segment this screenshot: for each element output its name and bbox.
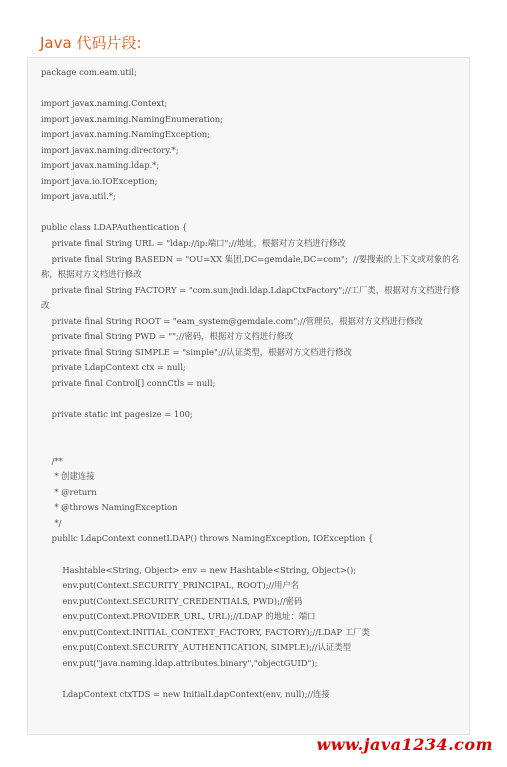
code-line: env.put(Context.SECURITY_CREDENTIALS, PWD);//密码 bbox=[41, 595, 303, 606]
code-line bbox=[41, 423, 461, 439]
code-line bbox=[41, 81, 461, 97]
code-line: env.put(Context.PROVIDER_URL, URL);//LDAP 的地址：端口 bbox=[41, 611, 316, 622]
code-line: private static int pagesize = 100; bbox=[41, 409, 193, 420]
code-line: env.put("java.naming.ldap.attributes.binary","objectGUID"); bbox=[41, 657, 318, 668]
code-line: private final String PWD = "";//密码，根据对方文档进行修改 bbox=[41, 331, 294, 342]
code-line: */ bbox=[41, 517, 62, 528]
code-listing bbox=[41, 65, 461, 702]
code-line: public class LDAPAuthentication { bbox=[41, 222, 188, 233]
code-line bbox=[41, 671, 461, 687]
code-line: import javax.naming.ldap.*; bbox=[41, 160, 160, 171]
code-line: private final String BASEDN = "OU=XX 集团,DC=gemdale,DC=com"; //要搜索的上下文或对象的名称，根据对方文档进行修改 bbox=[41, 253, 460, 280]
code-line: * @throws NamingException bbox=[41, 502, 178, 513]
code-line: private final Control[] connCtls = null; bbox=[41, 377, 216, 388]
code-line: private final String ROOT = "eam_system@gemdale.com";//管理员，根据对方文档进行修改 bbox=[41, 315, 423, 326]
section-heading: Java 代码片段: bbox=[40, 34, 142, 52]
code-line: LdapContext ctxTDS = new InitialLdapContext(env, null);//连接 bbox=[41, 688, 330, 699]
code-line: private final String URL = "ldap://ip:端口";//地址，根据对方文档进行修改 bbox=[41, 238, 346, 249]
code-line: import javax.naming.directory.*; bbox=[41, 144, 179, 155]
code-line: env.put(Context.SECURITY_AUTHENTICATION, SIMPLE);//认证类型 bbox=[41, 642, 351, 653]
code-line: import java.io.IOException; bbox=[41, 175, 158, 186]
code-line: import javax.naming.NamingEnumeration; bbox=[41, 113, 223, 124]
code-line bbox=[41, 547, 461, 563]
code-line: * 创建连接 bbox=[41, 471, 95, 482]
code-line: /** bbox=[41, 455, 63, 466]
code-line bbox=[41, 205, 461, 221]
code-line: public LdapContext connetLDAP() throws NamingException, IOException { bbox=[41, 533, 374, 544]
code-line: Hashtable<String, Object> env = new Hashtable<String, Object>(); bbox=[41, 564, 357, 575]
code-line: package com.eam.util; bbox=[41, 67, 137, 77]
code-line: import javax.naming.Context; bbox=[41, 98, 168, 109]
code-line bbox=[41, 391, 461, 407]
code-line: private final String FACTORY = "com.sun.jndi.ldap.LdapCtxFactory";//工厂类，根据对方文档进行修改 bbox=[41, 284, 460, 311]
code-line: import java.util.*; bbox=[41, 191, 116, 202]
code-line bbox=[41, 438, 461, 454]
code-line: import javax.naming.NamingException; bbox=[41, 129, 211, 140]
code-line: env.put(Context.SECURITY_PRINCIPAL, ROOT);//用户名 bbox=[41, 580, 300, 591]
code-line: * @return bbox=[41, 486, 97, 497]
code-block bbox=[27, 57, 470, 735]
watermark-url: www.java1234.com bbox=[316, 735, 493, 754]
code-line: private final String SIMPLE = "simple";//认证类型，根据对方文档进行修改 bbox=[41, 346, 352, 357]
code-line: env.put(Context.INITIAL_CONTEXT_FACTORY, FACTORY);//LDAP 工厂类 bbox=[41, 626, 370, 637]
code-line: private LdapContext ctx = null; bbox=[41, 362, 186, 373]
